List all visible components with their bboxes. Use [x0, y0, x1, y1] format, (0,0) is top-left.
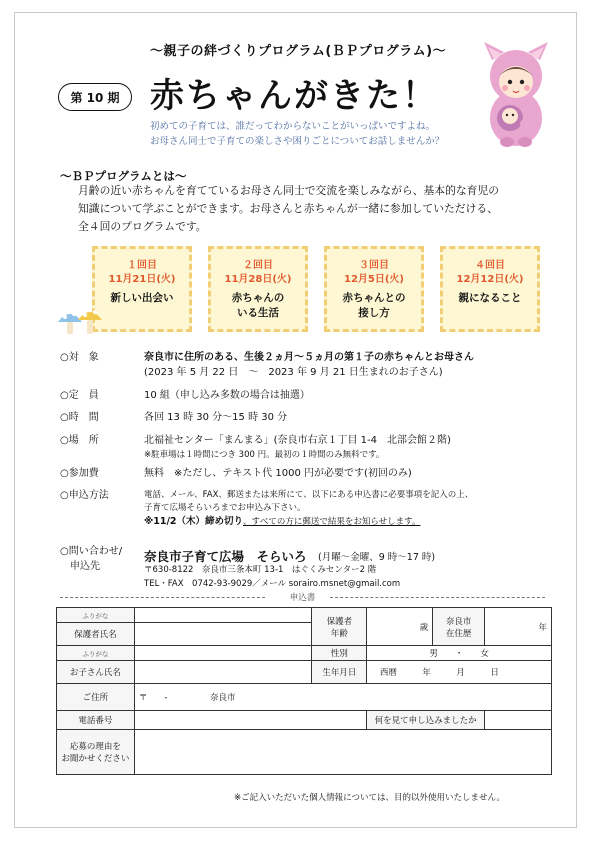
place-label: ○場 所: [60, 435, 99, 446]
source-label: 何を見て申し込みましたか: [367, 711, 485, 730]
capacity-label: ○定 員: [60, 390, 99, 401]
page-title: 赤ちゃんがきた！: [150, 76, 438, 116]
time-value: 各回 13 時 30 分～15 時 30 分: [144, 412, 288, 423]
gender-male[interactable]: 男: [429, 649, 438, 659]
session-number: ２回目: [243, 260, 273, 271]
reason-label-line: 応募の理由を: [69, 742, 121, 752]
contact-label-2: 申込先: [70, 561, 100, 572]
child-furigana-field[interactable]: [134, 646, 312, 661]
intro-line: 初めての子育ては、誰だってわからないことがいっぱいですよね。: [150, 121, 436, 132]
guardian-name-label: 保護者氏名: [57, 623, 135, 646]
guardian-age-label-line: 保護者: [326, 616, 353, 627]
deadline-note: 、すべての方に郵送で結果をお知らせします。: [243, 517, 421, 527]
target-note: (2023 年 5 月 22 日 ～ 2023 年 9 月 21 日生まれのお子さん): [144, 367, 443, 378]
session-title: 新しい出会い: [110, 292, 174, 304]
birthdate-label: 生年月日: [312, 661, 367, 684]
contact-hours: (月曜～金曜、9 時～17 時): [318, 552, 436, 563]
session-number: ４回目: [475, 260, 505, 271]
deadline-text: ※11/2（木）締め切り: [144, 516, 244, 527]
phone-field[interactable]: [134, 711, 366, 730]
divider-right: [330, 597, 545, 598]
about-line: 知識について学ぶことができます。お母さんと赤ちゃんが一緒に参加していただける、: [78, 202, 498, 215]
guardian-furigana-field[interactable]: [134, 608, 312, 623]
about-line: 月齢の近い赤ちゃんを育てているお母さん同士で交流を楽しみながら、基本的な育児の: [78, 184, 500, 197]
session-card: [92, 246, 192, 332]
fee-label: ○参加費: [60, 468, 99, 479]
day-label: 日: [490, 668, 499, 678]
guardian-age-label-line: 年齢: [330, 628, 348, 639]
session-number: ３回目: [359, 260, 389, 271]
address-label: ご住所: [57, 684, 135, 711]
guardian-age-label: [312, 608, 367, 646]
intro-line: お母さん同士で子育ての楽しさや困りごとについてお話しませんか？: [150, 136, 445, 147]
session-card: [324, 246, 424, 332]
gender-female[interactable]: 女: [480, 649, 489, 659]
parking-note: ※駐車場は１時間につき 300 円。最初の１時間のみ無料です。: [144, 450, 385, 460]
child-name-field[interactable]: [134, 661, 312, 684]
about-description: [78, 182, 563, 236]
apply-label: ○申込方法: [60, 490, 109, 501]
postal-mark: 〒 -: [138, 693, 168, 703]
intro-text: [150, 119, 444, 149]
target-value: 奈良市に住所のある、生後２ヵ月～５ヵ月の第１子の赤ちゃんとお母さん: [144, 352, 474, 363]
session-title: 親になること: [458, 292, 522, 304]
about-line: 全４回のプログラムです。: [78, 220, 207, 233]
contact-tel: TEL・FAX 0742-93-9029／メール sorairo.msnet@gmail.com: [144, 579, 401, 589]
guardian-age-field[interactable]: [367, 608, 433, 646]
session-date: 11月21日(火): [108, 274, 176, 285]
residence-label: [433, 608, 485, 646]
contact-address: 〒630-8122 奈良市三条本町 13-1 はぐくみセンター2 階: [144, 565, 377, 575]
residence-years-field[interactable]: [485, 608, 552, 646]
program-subtitle: ～親子の絆づくりプログラム(ＢＰプログラム)～: [150, 44, 447, 59]
gender-field[interactable]: [367, 646, 552, 661]
application-form: [56, 607, 552, 775]
gender-separator: ・: [454, 649, 464, 659]
session-title: 赤ちゃんの いる生活: [231, 292, 285, 319]
term-badge: 第 10 期: [58, 83, 132, 111]
residence-label-line: 在住歴: [445, 628, 472, 639]
capacity-value: 10 組（申し込み多数の場合は抽選）: [144, 390, 310, 401]
reason-field[interactable]: [134, 730, 551, 775]
time-label: ○時 間: [60, 412, 99, 423]
furigana-label: ふりがな: [57, 608, 135, 623]
session-cards: [92, 246, 546, 334]
year-label: 年: [422, 668, 431, 678]
age-unit: 歳: [419, 622, 429, 633]
gender-label: 性別: [312, 646, 367, 661]
session-card: [440, 246, 540, 332]
year-unit: 年: [538, 622, 547, 633]
session-card: [208, 246, 308, 332]
session-title: 赤ちゃんとの 接し方: [342, 292, 406, 319]
target-label: ○対 象: [60, 352, 99, 363]
session-date: 12月12日(火): [456, 274, 524, 285]
privacy-note: ※ご記入いただいた個人情報については、目的以外使用いたしません。: [234, 793, 505, 803]
birthdate-field[interactable]: [367, 661, 552, 684]
month-label: 月: [456, 668, 465, 678]
fee-value: 無料 ※ただし、テキスト代 1000 円が必要です(初回のみ): [144, 468, 412, 479]
phone-label: 電話番号: [57, 711, 135, 730]
residence-label-line: 奈良市: [445, 616, 472, 627]
city-label: 奈良市: [209, 693, 236, 703]
about-heading: ～ＢＰプログラムとは～: [60, 169, 187, 183]
contact-label: ○問い合わせ/: [60, 546, 123, 557]
mother-baby-mascot-illustration: [474, 38, 558, 148]
apply-line: 子育て広場そらいろまでお申込み下さい。: [144, 503, 306, 513]
apply-line: 電話、メール、FAX、郵送または来所にて、以下にある申込書に必要事項を記入の上、: [144, 490, 474, 500]
source-field[interactable]: [485, 711, 552, 730]
child-name-label: お子さん氏名: [57, 661, 135, 684]
session-date: 11月28日(火): [224, 274, 292, 285]
reason-label: [57, 730, 135, 775]
session-number: １回目: [127, 260, 157, 271]
guardian-name-field[interactable]: [134, 623, 312, 646]
era-label: 西暦: [379, 668, 397, 678]
address-field[interactable]: [134, 684, 551, 711]
reason-label-line: お聞かせください: [61, 754, 130, 764]
place-value: 北福祉センター「まんまる」(奈良市右京１丁目 1-4 北部会館２階): [144, 435, 451, 446]
mushroom-illustration: [56, 302, 106, 336]
apply-deadline: [144, 514, 420, 530]
session-date: 12月5日(火): [343, 274, 404, 285]
form-heading: 申込書: [289, 593, 316, 603]
contact-name: 奈良市子育て広場 そらいろ: [144, 549, 307, 564]
furigana-label: ふりがな: [57, 646, 135, 661]
